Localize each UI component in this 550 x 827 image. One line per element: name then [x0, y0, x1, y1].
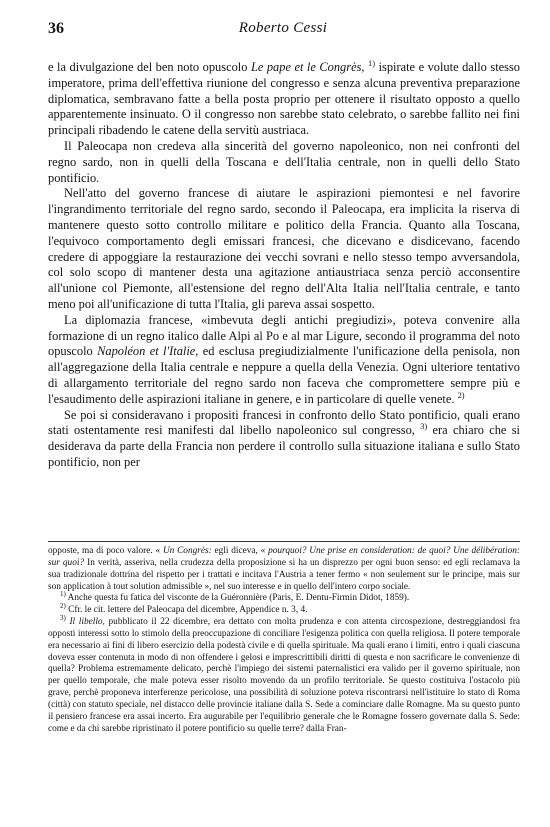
opuscolo-title-napoleon: Napoléon et l'Italie, [97, 344, 199, 359]
footnote-divider [48, 541, 520, 542]
footnote-cont-italic-a: Un Congrès: [162, 546, 212, 556]
footnote-cont-italic-b: pourquoi? Une prise en consideration: de quoi? Une délibération: sur quoi? [48, 546, 520, 568]
footnote-cont-text-b: egli diceva, « [211, 546, 269, 556]
footnote-cont-text-a: opposte, ma di poco valore. « [48, 546, 163, 556]
footnote-2-mark: 2) [60, 602, 66, 611]
paragraph-1 [48, 57, 521, 139]
paragraph-2: Il Paleocapa non credeva alla sincerità del governo napoleonico, non nei confronti del regno sardo, non in quelli della Toscana e dell'Italia centrale, non in quelli dello Stato pontificio. [48, 138, 520, 185]
footnote-cont-text-c: In verità, asseriva, nella crudezza della proposizione si ha un disprezzo per ogni buon senso: ed egli reclamava la sua tradizionale dottrina del rispetto per i trattati e incitava l'Austria a tener fermo « non seulement sur le principe, mais sur son application à tout solution admissible », nel suo interesse e in quello dell'intero corpo sociale. [48, 557, 520, 592]
paragraph-5 [48, 408, 520, 471]
footnote-ref-3: 3) [420, 421, 428, 432]
footnote-1-text: Anche questa fu fatica del visconte de la Guéronnière (Paris, E. Dentu-Firmin Didot, 1859). [65, 593, 410, 604]
running-head: Roberto Cessi [238, 20, 328, 36]
footnote-2 [48, 602, 520, 617]
footnote-3 [48, 613, 520, 735]
footnote-ref-2: 2) [457, 389, 465, 400]
paragraph-5-text-a: Se poi si consideravano i propositi francesi in confronto dello Stato pontificio, quali erano stati ostentamente resi manifesti dal libello napoleonico sul congresso, [48, 407, 520, 438]
footnote-2-text: Cfr. le cit. lettere del Paleocapa del dicembre, Appendice n. 3, 4. [65, 605, 308, 616]
opuscolo-title-le-pape: Le pape et le Congrès, [250, 60, 365, 74]
footnote-3-italic: Il libello, [65, 617, 105, 628]
paragraph-4-text-b: ed esclusa pregiudizialmente l'unificazione della penisola, non all'aggregazione della Italia centrale e neppure a quella della Venezia. Ogni ulteriore tentativo di allargamento territoriale del regno sardo non faceva che compromettere sempre più e l'esaudimento delle aspirazioni italiane in genere, e in particolare di quelle venete. [48, 344, 520, 406]
paragraph-5-text-b: era chiaro che si desiderava da parte della Francia non perdere il controllo sulla situazione italiana e sullo Stato pontificio, non per [48, 423, 520, 469]
footnote-1-mark: 1) [60, 590, 66, 599]
footnote-1 [48, 590, 520, 605]
page-header [48, 20, 518, 40]
paragraph-1-text-a: e la divulgazione del ben noto opuscolo [48, 60, 251, 74]
footnote-continuation [48, 546, 520, 593]
footnote-3-mark: 3) [60, 613, 66, 622]
paragraph-1-text-b: ispirate e volute dallo stesso imperatore, prima dell'effettiva riunione del congresso e senza alcuna preventiva preparazione diplomatica, sembravano fatte a bella posta proprio per ottenere il risultato opposto a quello apparentemente insinuato. O il congresso non sarebbe stato celebrato, o sarebbe fallito nei fini principali ribadendo le catene della servitù austriaca. [48, 60, 521, 138]
footnote-ref-1: 1) [368, 57, 376, 68]
footnote-3-text: pubblicato il 22 dicembre, era dettato con molta prudenza e con attenta circospezione, destreggiandosi fra opposti interessi sotto lo stimolo della preoccupazione di conciliare l'esigenza politica con quella religiosa. Il potere temporale era necessario ai fini di libero esercizio della podestà civile e di quella spirituale. Ma quali erano i limiti, entro i quali ciascuna doveva esser contenuta in modo di non offendere i gelosi e imprescrittibili diritti di questa e non sacrificare le convenienze di quella? Problema estremamente delicato, perchè l'impiego dei sistemi paternalistici era valido per il governo spirituale, non per quello temporale, che male poteva esser risolto movendo da un profilo territoriale. Se questo costituiva l'ostacolo più grave, perchè proponeva interferenze pericolose, una possibilità di soluzione poteva riscontrarsi nell'istituire lo stato di Roma (città) con statuto speciale, nel distacco delle provincie italiane dalla S. Sede a cominciare dalle Romagne. Ma su questo punto il pensiero francese era assai incerto. Era augurabile per l'equilibrio generale che le Romagne fossero governate dalla S. Sede: come e da chi sarebbe ripristinato il potere pontificio su quelle terre? dalla Fran- [48, 617, 520, 734]
page-number: 36 [48, 20, 64, 37]
footnotes [48, 546, 520, 736]
paragraph-4-text-a: La diplomazia francese, «imbevuta degli antichi pregiudizi», poteva convenire alla formazione di un regno italico dalle Alpi al Po e al mar Ligure, secondo il programma del noto opuscolo [48, 312, 520, 359]
paragraph-4 [48, 313, 520, 408]
main-text [48, 57, 521, 471]
paragraph-3: Nell'atto del governo francese di aiutare le aspirazioni piemontesi e nel favorire l'ingrandimento territoriale del regno sardo, secondo il Paleocapa, era implicita la riserva di mantenere questo sotto controllo militare e politico della Francia. Quanto alla Toscana, l'equivoco comportamento degli emissari francesi, che dicevano e disdicevano, facendo credere di appoggiare la restaurazione dei vecchi sovrani e nello stesso tempo avversandola, col solo scopo di mantener desta una agitazione antiaustriaca senza perciò acconsentire all'unione col Piemonte, all'estensione del regno dell'Alta Italia nell'Italia centrale, e tanto meno poi all'unificazione di tutta l'Italia, gli pareva assai sospetto. [48, 186, 520, 311]
